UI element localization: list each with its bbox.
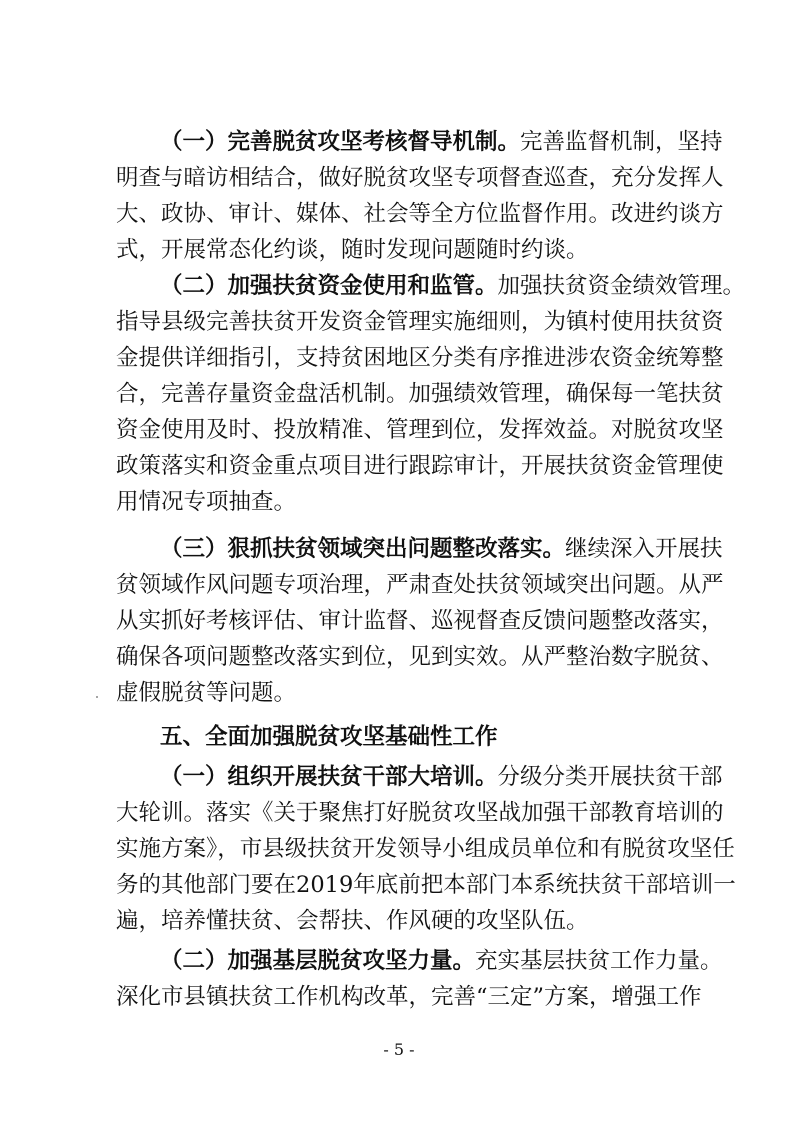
section-heading: 五、全面加强脱贫攻坚基础性工作 (160, 724, 498, 750)
scan-speck (96, 696, 98, 698)
paragraph-2-line-5: 资金使用及时、投放精准、管理到位，发挥效益。对脱贫攻坚 (116, 417, 724, 443)
paragraph-3-lead: （三）狠抓扶贫领域突出问题整改落实。 (160, 536, 566, 562)
paragraph-4-line-5: 遍，培养懂扶贫、会帮扶、作风硬的攻坚队伍。 (116, 908, 589, 934)
paragraph-4-line-2: 大轮训。落实《关于聚焦打好脱贫攻坚战加强干部教育培训的 (116, 800, 724, 826)
paragraph-1-line-3: 大、政协、审计、媒体、社会等全方位监督作用。改进约谈方 (116, 201, 724, 227)
paragraph-1-line-2: 明查与暗访相结合，做好脱贫攻坚专项督查巡查，充分发挥人 (116, 165, 724, 191)
paragraph-2-text: 加强扶贫资金绩效管理。 (497, 273, 746, 299)
paragraph-1-text: 完善监督机制，坚持 (520, 129, 723, 155)
paragraph-1-lead: （一）完善脱贫攻坚考核督导机制。 (160, 129, 521, 155)
paragraph-3-line-3: 从实抓好考核评估、审计监督、巡视督查反馈问题整改落实， (116, 608, 724, 634)
paragraph-2-line-3: 金提供详细指引，支持贫困地区分类有序推进涉农资金统筹整 (116, 345, 724, 371)
paragraph-3-line-2: 贫领域作风问题专项治理，严肃查处扶贫领域突出问题。从严 (116, 572, 724, 598)
paragraph-4-line-1 (160, 762, 723, 792)
paragraph-3-line-5: 虚假脱贫等问题。 (116, 680, 297, 706)
paragraph-5-text: 充实基层扶贫工作力量。 (475, 948, 723, 974)
paragraph-1-line-4: 式，开展常态化约谈，随时发现问题随时约谈。 (116, 237, 589, 263)
paragraph-5-line-1 (160, 946, 723, 976)
paragraph-4-text: 分级分类开展扶贫干部 (497, 764, 723, 790)
paragraph-2-line-7: 用情况专项抽查。 (116, 489, 297, 515)
paragraph-2-line-1 (160, 271, 746, 301)
paragraph-4-line-4: 务的其他部门要在2019年底前把本部门本系统扶贫干部培训一 (116, 872, 736, 898)
page-number: - 5 - (383, 1040, 415, 1059)
paragraph-4-line-3: 实施方案》，市县级扶贫开发领导小组成员单位和有脱贫攻坚任 (116, 836, 735, 862)
paragraph-4-lead: （一）组织开展扶贫干部大培训。 (160, 764, 498, 790)
paragraph-1-line-1 (160, 127, 723, 157)
paragraph-3-text: 继续深入开展扶 (565, 536, 723, 562)
paragraph-2-line-4: 合，完善存量资金盘活机制。加强绩效管理，确保每一笔扶贫 (116, 381, 724, 407)
paragraph-5-line-2: 深化市县镇扶贫工作机构改革，完善“三定”方案，增强工作 (116, 984, 702, 1010)
paragraph-2-line-2: 指导县级完善扶贫开发资金管理实施细则，为镇村使用扶贫资 (116, 309, 724, 335)
paragraph-2-lead: （二）加强扶贫资金使用和监管。 (160, 273, 498, 299)
paragraph-3-line-4: 确保各项问题整改落实到位，见到实效。从严整治数字脱贫、 (116, 644, 724, 670)
paragraph-5-lead: （二）加强基层脱贫攻坚力量。 (160, 948, 476, 974)
paragraph-2-line-6: 政策落实和资金重点项目进行跟踪审计，开展扶贫资金管理使 (116, 453, 724, 479)
paragraph-3-line-1 (160, 534, 723, 564)
